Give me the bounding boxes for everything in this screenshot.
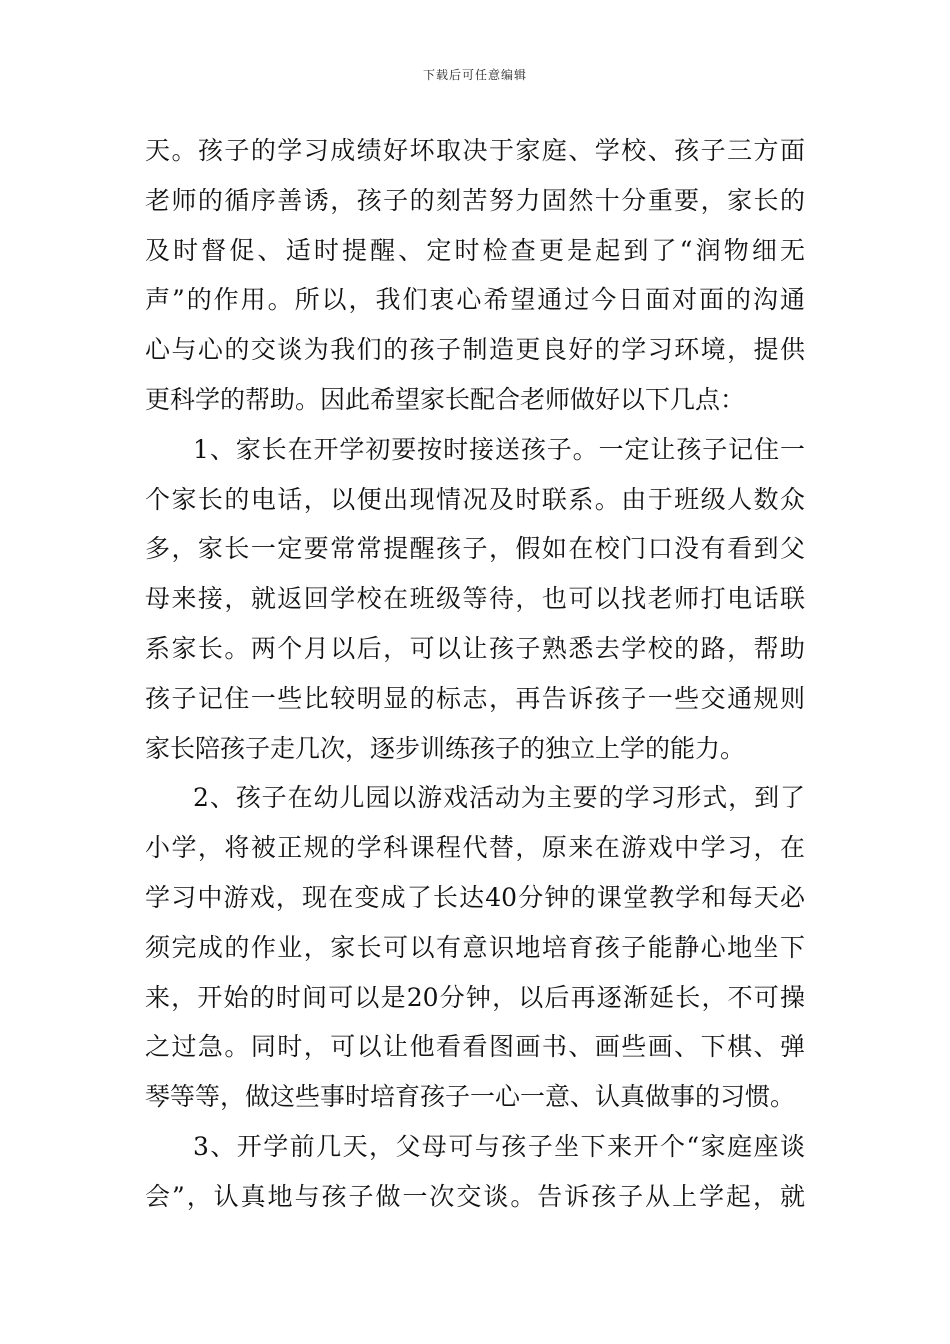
text-line: 学习中游戏，现在变成了长达40分钟的课堂教学和每天必 xyxy=(145,882,805,912)
paragraph-1-start: 1、家长在开学初要按时接送孩子。一定让孩子记住一 xyxy=(193,434,805,464)
text-line: 老师的循序善诱，孩子的刻苦努力固然十分重要，家长的 xyxy=(145,185,805,215)
text-line: 家长陪孩子走几次，逐步训练孩子的独立上学的能力。 xyxy=(145,733,746,763)
text-line: 会”，认真地与孩子做一次交谈。告诉孩子从上学起，就 xyxy=(145,1181,805,1211)
text-line: 声”的作用。所以，我们衷心希望通过今日面对面的沟通 xyxy=(145,285,805,315)
text-line: 更科学的帮助。因此希望家长配合老师做好以下几点： xyxy=(145,384,746,414)
text-line: 之过急。同时，可以让他看看图画书、画些画、下棋、弹 xyxy=(145,1032,805,1062)
text-line: 孩子记住一些比较明显的标志，再告诉孩子一些交通规则 xyxy=(145,683,805,713)
paragraph-3-start: 3、开学前几天，父母可与孩子坐下来开个“家庭座谈 xyxy=(193,1131,805,1161)
text-line: 天。孩子的学习成绩好坏取决于家庭、学校、孩子三方面 xyxy=(145,136,805,165)
text-line: 个家长的电话，以便出现情况及时联系。由于班级人数众 xyxy=(145,484,805,514)
text-line: 须完成的作业，家长可以有意识地培育孩子能静心地坐下 xyxy=(145,932,805,962)
text-line: 及时督促、适时提醒、定时检查更是起到了“润物细无 xyxy=(145,235,805,265)
page-header: 下载后可任意编辑 xyxy=(422,68,527,82)
text-line: 母来接，就返回学校在班级等待，也可以找老师打电话联 xyxy=(145,584,805,614)
text-line: 心与心的交谈为我们的孩子制造更良好的学习环境，提供 xyxy=(145,335,805,365)
text-line: 多，家长一定要常常提醒孩子，假如在校门口没有看到父 xyxy=(145,534,805,564)
paragraph-2-start: 2、孩子在幼儿园以游戏活动为主要的学习形式，到了 xyxy=(193,783,805,813)
text-line: 来，开始的时间可以是20分钟，以后再逐渐延长，不可操 xyxy=(145,982,805,1012)
document-body xyxy=(145,126,805,1222)
text-line: 琴等等，做这些事时培育孩子一心一意、认真做事的习惯。 xyxy=(145,1082,796,1112)
text-line: 系家长。两个月以后，可以让孩子熟悉去学校的路，帮助 xyxy=(145,633,805,663)
text-line: 小学，将被正规的学科课程代替，原来在游戏中学习，在 xyxy=(145,833,805,863)
